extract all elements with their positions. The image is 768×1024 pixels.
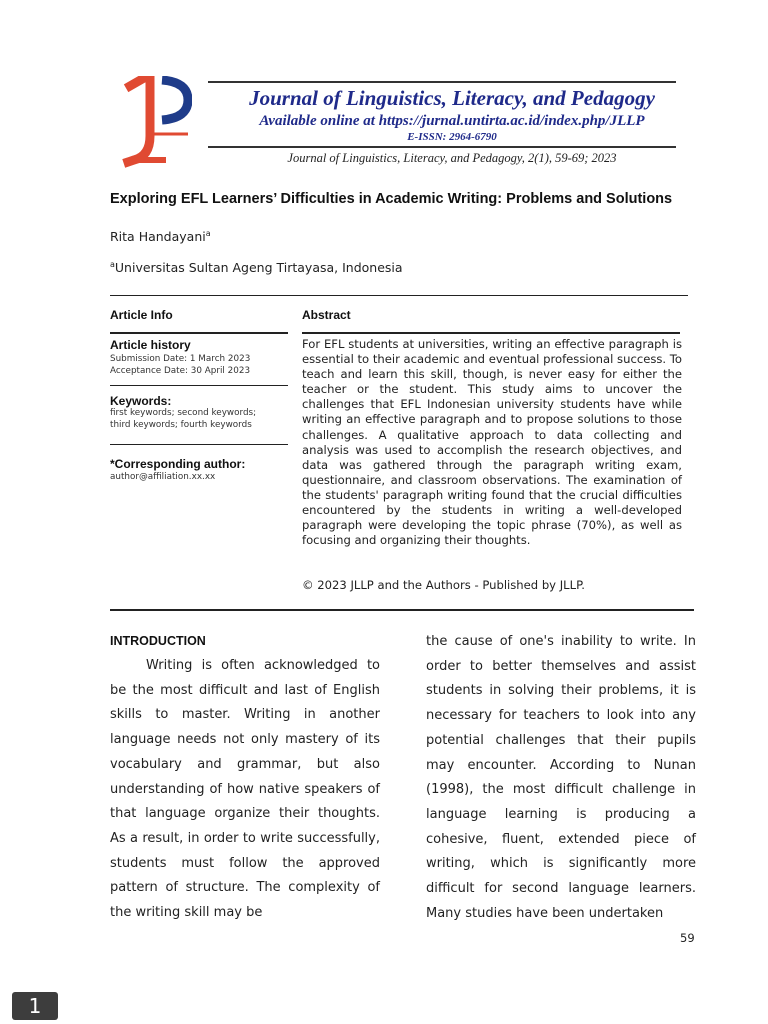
journal-url[interactable]: Available online at https://jurnal.untirta.ac.id/index.php/JLLP (259, 113, 645, 129)
page-number: 59 (680, 931, 695, 945)
corresponding-email[interactable]: author@affiliation.xx.xx (110, 472, 216, 482)
keywords-line-2: third keywords; fourth keywords (110, 420, 252, 430)
journal-issn: E-ISSN: 2964-6790 (407, 131, 497, 143)
article-title: Exploring EFL Learners’ Difficulties in Academic Writing: Problems and Solutions (110, 191, 673, 207)
copyright-notice: © 2023 JLLP and the Authors - Published by JLLP. (302, 578, 585, 592)
keywords-line-1: first keywords; second keywords; (110, 408, 257, 418)
keywords-heading: Keywords: (110, 394, 172, 408)
submission-date: Submission Date: 1 March 2023 (110, 354, 251, 364)
abstract-rule (302, 332, 680, 334)
journal-logo (122, 76, 192, 168)
corresponding-author-heading: *Corresponding author: (110, 457, 246, 471)
info-rule (110, 332, 288, 334)
abstract-heading: Abstract (302, 308, 351, 322)
header-top-rule (208, 81, 676, 83)
section-end-rule (110, 609, 694, 611)
journal-title: Journal of Linguistics, Literacy, and Pedagogy (249, 86, 655, 110)
abstract-text: For EFL students at universities, writing an effective paragraph is essential to their academic and eventual professional success. To teach and learn this skill, though, is never easy for either the teacher or the student. This study aims to uncover the challenges that EFL Indonesian university students have while writing an effective paragraph and to propose solutions to those challenges. A qualitative approach to data collecting and analysis was used to accomplish the research objectives, and data was gathered through the paragraph writing exam, questionnaire, and classroom observations. The examination of the students' paragraph writing found that the crucial difficulties encountered by the students in writing a well-developed paragraph were developing the topic phrase (70%), as well as focusing and organizing their thoughts. (302, 337, 682, 548)
introduction-heading: INTRODUCTION (110, 634, 206, 648)
article-history-heading: Article history (110, 338, 191, 352)
body-column-right: the cause of one's inability to write. In order to better themselves and assist students in solving their problems, it is necessary for teachers to look into any potential challenges that their pupils may encounter. According to Nunan (1998), the most difficult challenge in language learning is producing a cohesive, fluent, extended piece of writing, which is significantly more difficult for second language learners. Many studies have been undertaken (426, 634, 696, 921)
author-name: Rita Handayani$^a$ (110, 229, 211, 245)
body-column-left: Writing is often acknowledged to be the most difficult and last of English skills to master. Writing in another language needs not only mastery of its vocabulary and grammar, but also understanding of how native speakers of that language organize their thoughts. As a result, in order to write successfully, students must follow the approved pattern of structure. The complexity of the writing skill may be (110, 658, 380, 921)
section-rule (110, 295, 688, 296)
acceptance-date: Acceptance Date: 30 April 2023 (110, 366, 251, 376)
info-divider (110, 385, 288, 386)
info-divider (110, 444, 288, 445)
header-bottom-rule (208, 146, 676, 148)
viewer-page-badge[interactable]: 1 (12, 992, 58, 1020)
author-affiliation: $^a$Universitas Sultan Ageng Tirtayasa, Indonesia (110, 260, 403, 276)
article-info-heading: Article Info (110, 308, 173, 322)
journal-citation: Journal of Linguistics, Literacy, and Pedagogy, 2(1), 59-69; 2023 (287, 151, 617, 165)
